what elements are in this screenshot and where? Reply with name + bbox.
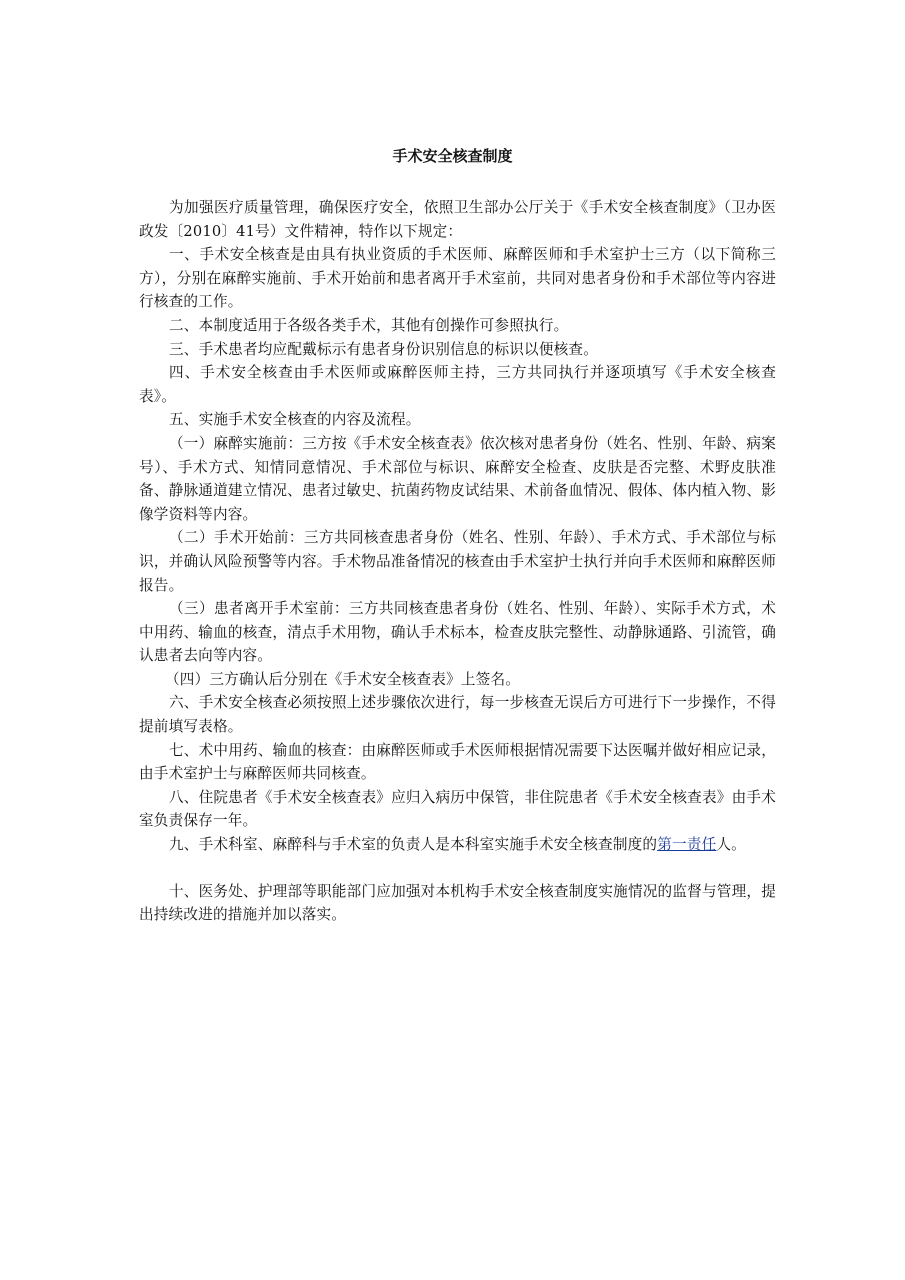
paragraph-5-4: （四）三方确认后分别在《手术安全核查表》上签名。 [165,670,521,688]
paragraph-9-after: 人。 [716,836,746,854]
paragraph-5-3: （三）患者离开手术室前：三方共同核查患者身份（姓名、性别、年龄）、实际手术方式，术中用药、输血的核查，清点手术用物，确认手术标本，检查皮肤完整性、动静脉通路、引流管，确认患者去向等内容。 [139,600,776,665]
paragraph-2: 二、本制度适用于各级各类手术，其他有创操作可参照执行。 [169,316,569,334]
paragraph-5-2: （二）手术开始前：三方共同核查患者身份（姓名、性别、年龄）、手术方式、手术部位与标识，并确认风险预警等内容。手术物品准备情况的核查由手术室护士执行并向手术医师和麻醉医师报告。 [139,529,776,594]
paragraph-7: 七、术中用药、输血的核查：由麻醉医师或手术医师根据情况需要下达医嘱并做好相应记录，由手术室护士与麻醉医师共同核查。 [139,741,776,783]
paragraph-1: 一、手术安全核查是由具有执业资质的手术医师、麻醉医师和手术室护士三方（以下简称三方），分别在麻醉实施前、手术开始前和患者离开手术室前，共同对患者身份和手术部位等内容进行核查的工作。 [139,246,776,311]
paragraph-5-1: （一）麻醉实施前：三方按《手术安全核查表》依次核对患者身份（姓名、性别、年龄、病案号）、手术方式、知情同意情况、手术部位与标识、麻醉安全检查、皮肤是否完整、术野皮肤准备、静脉通道建立情况、患者过敏史、抗菌药物皮试结果、术前备血情况、假体、体内植入物、影像学资料等内容。 [139,434,776,523]
paragraph-9 [139,833,776,857]
paragraph-8: 八、住院患者《手术安全核查表》应归入病历中保管，非住院患者《手术安全核查表》由手术室负责保存一年。 [139,788,776,830]
paragraph-3: 三、手术患者均应配戴标示有患者身份识别信息的标识以便核查。 [169,340,599,358]
responsibility-link[interactable]: 第一责任 [657,836,717,854]
paragraph-4: 四、手术安全核查由手术医师或麻醉医师主持，三方共同执行并逐项填写《手术安全核查表》。 [139,364,776,405]
paragraph-6: 六、手术安全核查必须按照上述步骤依次进行，每一步核查无误后方可进行下一步操作，不得提前填写表格。 [139,694,776,736]
paragraph-5: 五、实施手术安全核查的内容及流程。 [169,411,421,429]
paragraph-10: 十、医务处、护理部等职能部门应加强对本机构手术安全核查制度实施情况的监督与管理，提出持续改进的措施并加以落实。 [139,882,776,924]
paragraph-intro: 为加强医疗质量管理，确保医疗安全，依照卫生部办公厅关于《手术安全核查制度》（卫办医政发〔2010〕41号）文件精神，特作以下规定： [139,199,776,240]
paragraph-9-before: 九、手术科室、麻醉科与手术室的负责人是本科室实施手术安全核查制度的 [169,836,658,854]
document-body [139,196,776,927]
document-title: 手术安全核查制度 [392,147,513,165]
